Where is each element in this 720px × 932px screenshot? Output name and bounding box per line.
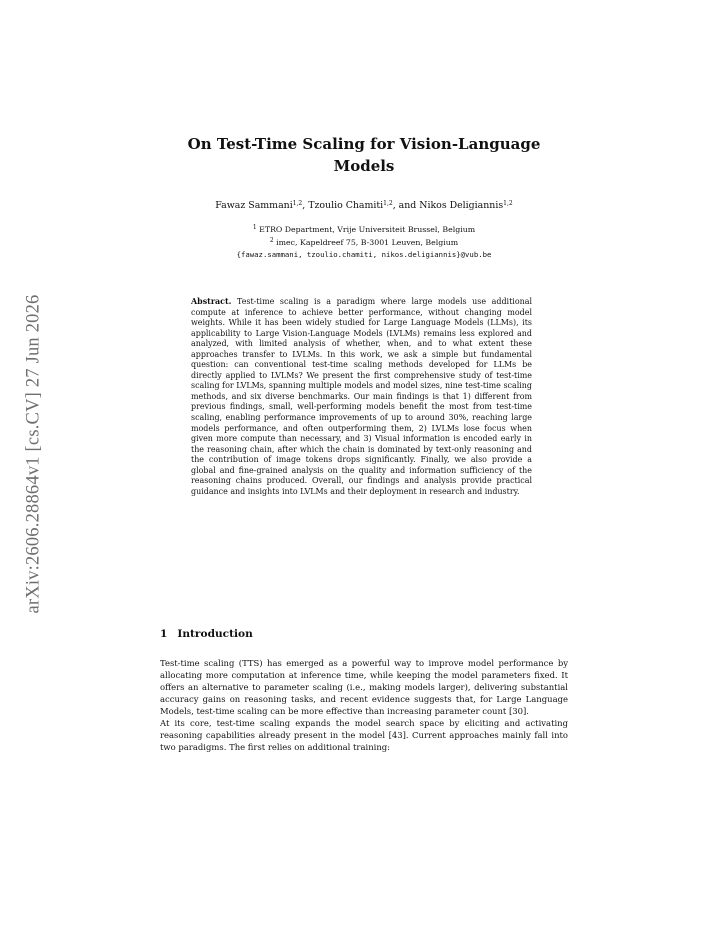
abstract-text: Test-time scaling is a paradigm where large models use additional compute at inference to achieve better performance, without changing model weights. While it has been widely studied for Large Language Models (LLMs), its applicability to Large Vision-Language Models (LVLMs) remains less explored and analyzed, with limited analysis of whether, when, and to what extent these approaches transfer to LVLMs. In this work, we ask a simple but fundamental question: can conventional test-time scaling methods developed for LLMs be directly applied to LVLMs? We present the first comprehensive study of test-time scaling for LVLMs, spanning multiple models and model sizes, nine test-time scaling methods, and six diverse benchmarks. Our main findings is that 1) different from previous findings, small, well-performing models benefit the most from test-time scaling, enabling performance improvements of up to around 30%, reaching large models performance, and often outperforming them, 2) LVLMs lose focus when given more compute than necessary, and 3) Visual information is encoded early in the reasoning chain, after which the chain is dominated by text-only reasoning and the contribution of image tokens drops significantly. Finally, we also provide a global and fine-grained analysis on the quality and information sufficiency of the reasoning chains produced. Overall, our findings and analysis provide practical guidance and insights into LVLMs and their deployment in research and industry. xyxy=(191,297,532,496)
introduction-body xyxy=(160,657,568,753)
section-number: 1 xyxy=(160,628,168,640)
section-heading xyxy=(160,628,253,640)
author-affiliation-mark: 1,2 xyxy=(503,200,513,207)
author-affiliation-mark: 1,2 xyxy=(292,200,303,207)
author-affiliation-mark: 1,2 xyxy=(383,200,393,207)
paper-title: On Test-Time Scaling for Vision-Language Models xyxy=(187,135,541,175)
author-name: Fawaz Sammani xyxy=(215,200,293,211)
arxiv-sidebar xyxy=(14,262,54,647)
author-name: Tzoulio Chamiti xyxy=(308,200,384,211)
arxiv-identifier: arXiv:2606.28864v1 [cs.CV] 27 Jun 2026 xyxy=(23,294,44,614)
paragraph: Test-time scaling (TTS) has emerged as a powerful way to improve model performance by allocating more computation at inference time, while keeping the model parameters fixed. It offers an alternative to parameter scaling (i.e., making models larger), delivering substantial accuracy gains on reasoning tasks, and recent evidence suggests that, for Large Language Models, test-time scaling can be more effective than increasing parameter count [30]. xyxy=(160,658,568,717)
author-name: Nikos Deligiannis xyxy=(419,200,504,211)
abstract-label: Abstract. xyxy=(191,297,232,306)
author-emails: {fawaz.sammani, tzoulio.chamiti, nikos.deligiannis}@vub.be xyxy=(236,250,492,259)
abstract xyxy=(191,297,532,497)
paragraph: At its core, test-time scaling expands the model search space by eliciting and activating reasoning capabilities already present in the model [43]. Current approaches mainly fall into two paradigms. The first relies on additional training: xyxy=(160,718,568,753)
affiliation-line: $^1$ ETRO Department, Vrije Universiteit Brussel, Belgium xyxy=(252,224,476,234)
section-title: Introduction xyxy=(177,628,253,640)
affiliation-line: $^2$ imec, Kapeldreef 75, B-3001 Leuven, Belgium xyxy=(269,236,459,247)
author-list: Fawaz Sammani$^{1,2}$, Tzoulio Chamiti$^{1,2}$, and Nikos Deligiannis$^{1,2}$ xyxy=(215,200,513,211)
affiliations xyxy=(160,224,568,262)
